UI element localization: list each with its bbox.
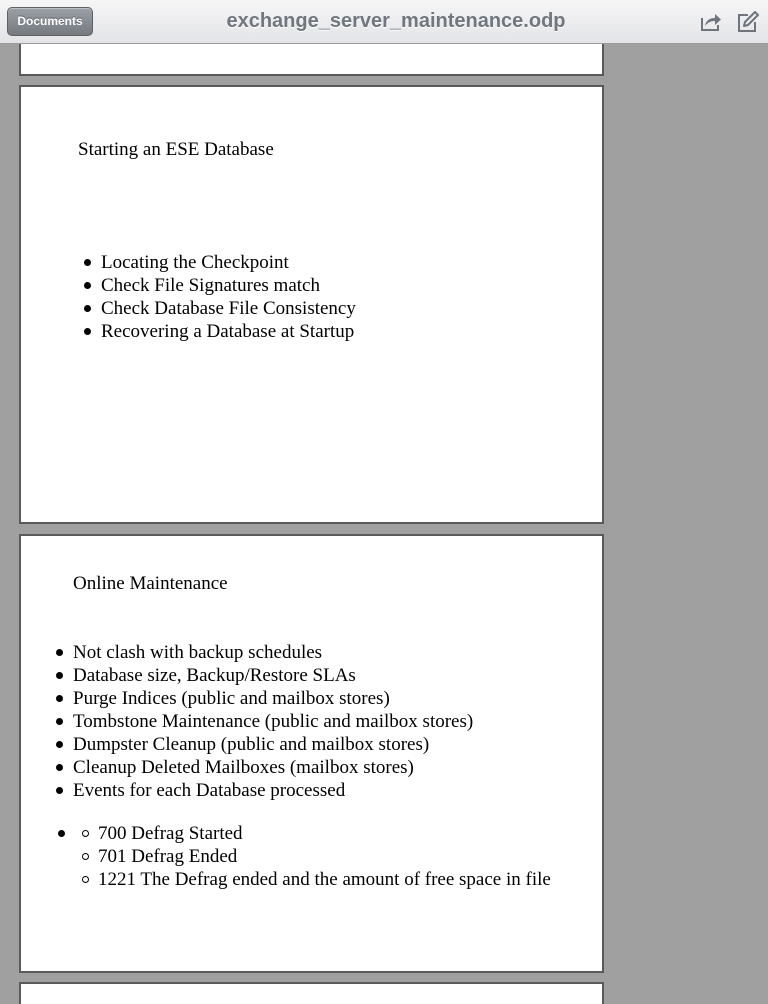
list-item: Purge Indices (public and mailbox stores) <box>73 687 473 710</box>
hollow-bullet-icon <box>82 853 89 860</box>
list-item: Recovering a Database at Startup <box>101 320 356 343</box>
bullet-dot-icon <box>56 695 63 702</box>
list-item: Database size, Backup/Restore SLAs <box>73 664 473 687</box>
bullet-list <box>101 251 356 343</box>
list-item: Cleanup Deleted Mailboxes (mailbox stores) <box>73 756 473 779</box>
slide-title: Starting an ESE Database <box>78 139 274 160</box>
list-item: 1221 The Defrag ended and the amount of free space in file <box>98 868 551 891</box>
slide-starting-ese-database[interactable] <box>19 85 604 524</box>
bullet-dot-icon <box>56 764 63 771</box>
bullet-dot-icon <box>84 259 91 266</box>
top-toolbar <box>0 0 768 44</box>
document-title: exchange_server_maintenance.odp <box>226 10 566 32</box>
bullet-dot-icon <box>56 741 63 748</box>
list-item: Check File Signatures match <box>101 274 356 297</box>
bullet-dot-icon <box>56 787 63 794</box>
hollow-bullet-icon <box>82 830 89 837</box>
bullet-dot-icon <box>58 830 65 837</box>
list-item: Events for each Database processed <box>73 779 473 802</box>
bullet-dot-icon <box>56 718 63 725</box>
list-item: Not clash with backup schedules <box>73 641 473 664</box>
hollow-bullet-icon <box>82 876 89 883</box>
list-item: Dumpster Cleanup (public and mailbox stores) <box>73 733 473 756</box>
compose-icon[interactable] <box>736 10 760 34</box>
bullet-dot-icon <box>84 305 91 312</box>
bullet-dot-icon <box>56 649 63 656</box>
list-item: Tombstone Maintenance (public and mailbox stores) <box>73 710 473 733</box>
bullet-dot-icon <box>84 282 91 289</box>
slide-title: Online Maintenance <box>73 573 228 594</box>
list-item: Locating the Checkpoint <box>101 251 356 274</box>
bullet-list <box>73 641 473 802</box>
list-item: Check Database File Consistency <box>101 297 356 320</box>
slide-online-maintenance[interactable] <box>19 534 604 973</box>
sub-bullet-list <box>98 822 551 891</box>
bullet-dot-icon <box>56 672 63 679</box>
slide-next[interactable] <box>19 982 604 1004</box>
documents-button[interactable]: Documents <box>7 7 93 36</box>
list-item: 701 Defrag Ended <box>98 845 551 868</box>
bullet-dot-icon <box>84 328 91 335</box>
share-icon[interactable] <box>699 10 723 34</box>
list-item: 700 Defrag Started <box>98 822 551 845</box>
